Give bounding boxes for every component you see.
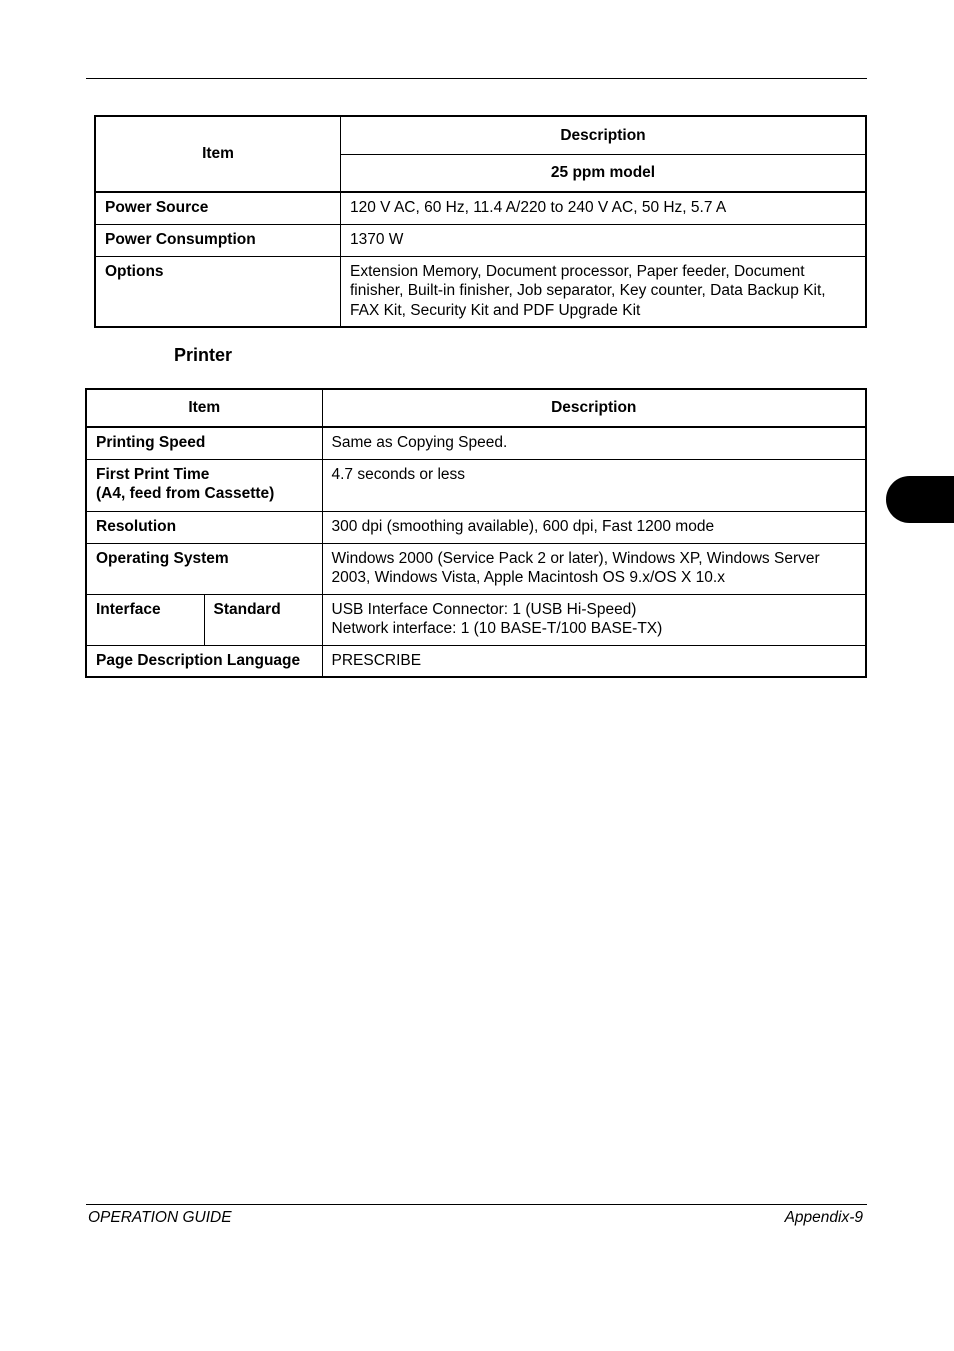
footer-page-number: Appendix-9 bbox=[784, 1209, 863, 1226]
interface-value bbox=[322, 594, 866, 645]
first-print-time-label-line1: First Print Time bbox=[96, 465, 210, 483]
footer-rule bbox=[86, 1204, 867, 1205]
power-consumption-label: Power Consumption bbox=[95, 224, 341, 256]
power-source-value: 120 V AC, 60 Hz, 11.4 A/220 to 240 V AC, 50 Hz, 5.7 A bbox=[341, 192, 867, 224]
printer-table-header-description: Description bbox=[322, 389, 866, 427]
options-label: Options bbox=[95, 256, 341, 327]
pdl-value: PRESCRIBE bbox=[322, 645, 866, 677]
operating-system-value: Windows 2000 (Service Pack 2 or later), Windows XP, Windows Server 2003, Windows Vista, Apple Macintosh OS 9.x/OS X 10.x bbox=[322, 543, 866, 594]
header-rule bbox=[86, 78, 867, 79]
table-row bbox=[86, 594, 866, 645]
first-print-time-label-line2: (A4, feed from Cassette) bbox=[96, 485, 275, 502]
table-row bbox=[95, 256, 866, 327]
interface-value-line2: Network interface: 1 (10 BASE-T/100 BASE-TX) bbox=[331, 620, 663, 637]
printing-speed-label: Printing Speed bbox=[86, 427, 322, 459]
operating-system-label: Operating System bbox=[86, 543, 322, 594]
table-row bbox=[95, 192, 866, 224]
resolution-value: 300 dpi (smoothing available), 600 dpi, Fast 1200 mode bbox=[322, 511, 866, 543]
table-row bbox=[86, 511, 866, 543]
first-print-time-value: 4.7 seconds or less bbox=[322, 459, 866, 511]
printer-table-header-item: Item bbox=[86, 389, 322, 427]
options-value: Extension Memory, Document processor, Paper feeder, Document finisher, Built-in finisher, Job separator, Key counter, Data Backup Kit, FAX Kit, Security Kit and PDF Upgrade Kit bbox=[341, 256, 867, 327]
table-row bbox=[95, 224, 866, 256]
power-spec-table bbox=[94, 115, 867, 328]
resolution-label: Resolution bbox=[86, 511, 322, 543]
interface-label: Interface bbox=[86, 594, 204, 645]
interface-standard-label: Standard bbox=[204, 594, 322, 645]
power-source-label: Power Source bbox=[95, 192, 341, 224]
pdl-label: Page Description Language bbox=[86, 645, 322, 677]
power-table-header-model: 25 ppm model bbox=[341, 154, 867, 192]
interface-value-line1: USB Interface Connector: 1 (USB Hi-Speed) bbox=[331, 600, 637, 618]
table-row bbox=[86, 459, 866, 511]
printer-section-heading: Printer bbox=[174, 345, 233, 365]
table-row bbox=[86, 543, 866, 594]
printer-spec-table bbox=[85, 388, 867, 678]
power-table-header-item: Item bbox=[95, 116, 341, 192]
first-print-time-label bbox=[86, 459, 322, 511]
power-consumption-value: 1370 W bbox=[341, 224, 867, 256]
footer-guide-title: OPERATION GUIDE bbox=[88, 1209, 232, 1226]
power-table-header-description: Description bbox=[341, 116, 867, 154]
table-row bbox=[86, 645, 866, 677]
chapter-tab-marker bbox=[886, 476, 954, 523]
printing-speed-value: Same as Copying Speed. bbox=[322, 427, 866, 459]
table-row bbox=[86, 427, 866, 459]
